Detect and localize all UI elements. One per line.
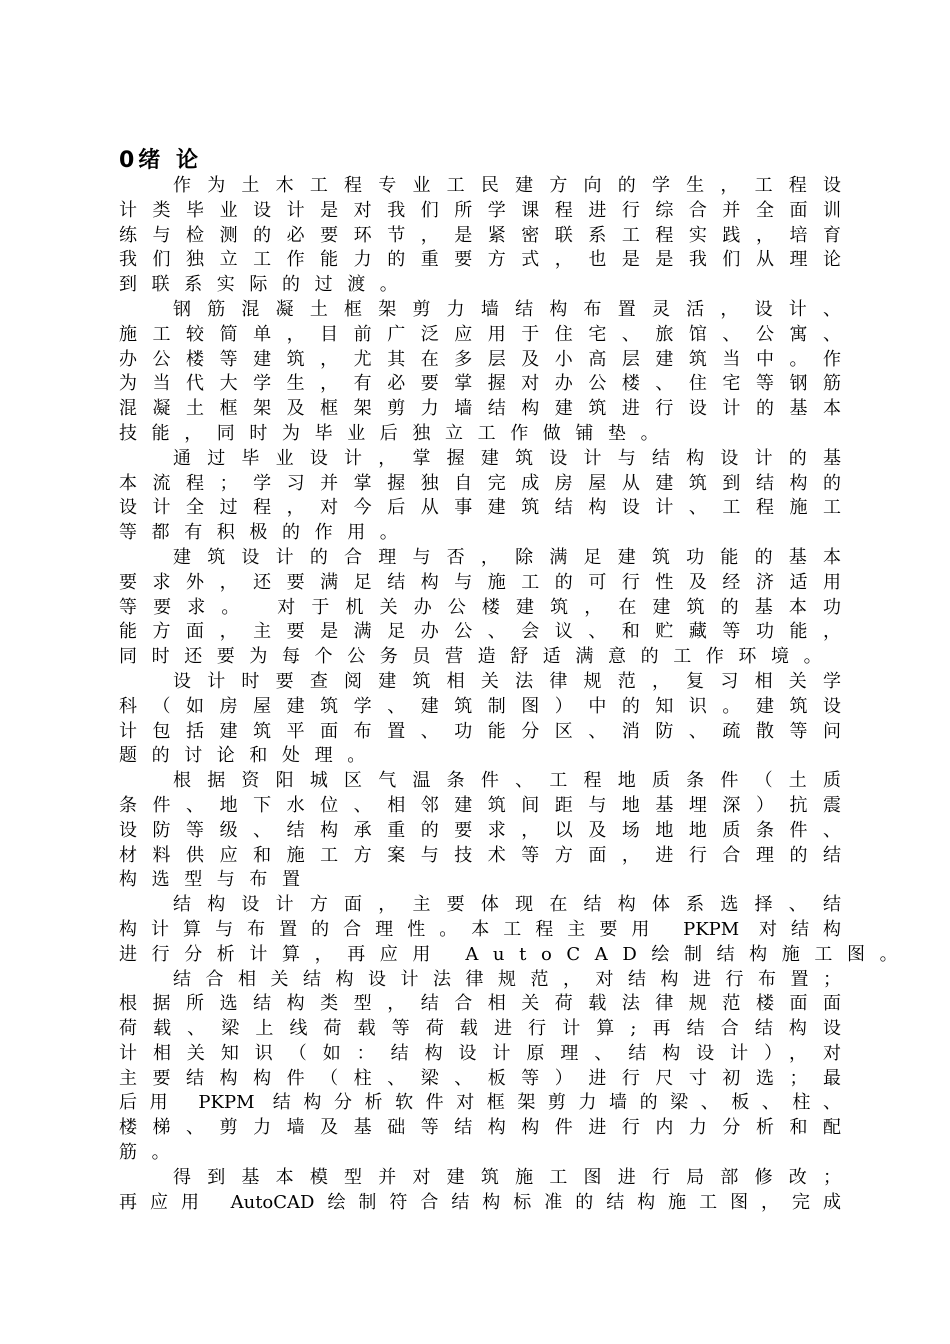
document-body	[119, 174, 913, 1215]
text-line: 计相关知识（如：结构设计原理、结构设计），对	[119, 1042, 841, 1064]
paragraph	[119, 447, 841, 546]
text-line: 要求外，还要满足结构与施工的可行性及经济适用	[119, 571, 841, 593]
text-line: 得到基本模型并对建筑施工图进行局部修改；	[173, 1166, 841, 1188]
text-line: 设防等级、结构承重的要求，以及场地地质条件、	[119, 819, 841, 841]
text-line: 钢筋混凝土框架剪力墙结构布置灵活，设计、	[173, 298, 841, 320]
text-line: 材料供应和施工方案与技术等方面，进行合理的结	[119, 844, 841, 866]
text-line: 等要求。 对于机关办公楼建筑，在建筑的基本功	[119, 596, 841, 618]
text-line: 题的讨论和处理。	[119, 745, 380, 767]
text-line: 计类毕业设计是对我们所学课程进行综合并全面训	[119, 199, 841, 221]
paragraph	[119, 670, 841, 769]
paragraph	[119, 968, 841, 1166]
text-line: 根据资阳城区气温条件、工程地质条件（土质	[173, 770, 841, 792]
text-line: 我们独立工作能力的重要方式，也是是我们从理论	[119, 249, 841, 271]
text-line: 等都有积极的作用。	[119, 522, 413, 544]
text-line: 构计算与布置的合理性。本工程主要用 PKPM 对结构	[119, 918, 841, 940]
text-line: 条件、地下水位、相邻建筑间距与地基埋深）抗震	[119, 794, 841, 816]
text-line: 楼梯、剪力墙及基础等结构构件进行内力分析和配	[119, 1117, 841, 1139]
paragraph	[119, 1166, 841, 1216]
section-title: 0绪 论	[119, 148, 202, 173]
text-line: 技能，同时为毕业后独立工作做铺垫。	[119, 422, 674, 444]
text-line: 后用 PKPM 结构分析软件对框架剪力墙的梁、板、柱、	[119, 1092, 841, 1114]
text-line: 构选型与布置	[119, 869, 315, 891]
text-line: 建筑设计的合理与否，除满足建筑功能的基本	[173, 546, 841, 568]
text-line: 再应用 AutoCAD绘制符合结构标准的结构施工图，完成	[119, 1191, 841, 1213]
text-line: 计包括建筑平面布置、功能分区、消防、疏散等问	[119, 720, 841, 742]
text-line: 施工较简单，目前广泛应用于住宅、旅馆、公寓、	[119, 323, 841, 345]
text-line: 设计全过程，对今后从事建筑结构设计、工程施工	[119, 497, 841, 519]
text-line: 荷载、梁上线荷载等荷载进行计算;再结合结构设	[119, 1018, 841, 1040]
text-line: 通过毕业设计，掌握建筑设计与结构设计的基	[173, 447, 841, 469]
paragraph	[119, 298, 841, 447]
text-line: 筋。	[119, 1142, 185, 1164]
paragraph	[119, 769, 841, 893]
text-line: 到联系实际的过渡。	[119, 274, 413, 296]
text-line: 同时还要为每个公务员营造舒适满意的工作环境。	[119, 646, 837, 668]
paragraph	[119, 546, 841, 670]
text-line: 科（如房屋建筑学、建筑制图）中的知识。建筑设	[119, 695, 841, 717]
text-line: 办公楼等建筑，尤其在多层及小高层建筑当中。作	[119, 348, 841, 370]
text-line: 主要结构构件（柱、梁、板等）进行尺寸初选；最	[119, 1067, 841, 1089]
text-line: 为当代大学生，有必要掌握对办公楼、住宅等钢筋	[119, 373, 841, 395]
text-line: 本流程；学习并掌握独自完成房屋从建筑到结构的	[119, 472, 841, 494]
paragraph	[119, 893, 913, 967]
text-line: 作为土木工程专业工民建方向的学生，工程设	[173, 175, 841, 196]
text-line: 结构设计方面，主要体现在结构体系选择、结	[173, 894, 841, 916]
text-line: 设计时要查阅建筑相关法律规范，复习相关学	[173, 670, 841, 692]
text-line: 结合相关结构设计法律规范，对结构进行布置；	[173, 968, 841, 990]
text-line: 能方面，主要是满足办公、会议、和贮藏等功能，	[119, 621, 841, 643]
paragraph	[119, 174, 841, 298]
text-line: 练与检测的必要环节，是紧密联系工程实践，培育	[119, 224, 841, 246]
text-line: 进行分析计算，再应用 AutoCAD绘制结构施工图。	[119, 943, 913, 965]
text-line: 混凝土框架及框架剪力墙结构建筑进行设计的基本	[119, 398, 841, 420]
text-line: 根据所选结构类型，结合相关荷载法律规范楼面面	[119, 993, 841, 1015]
